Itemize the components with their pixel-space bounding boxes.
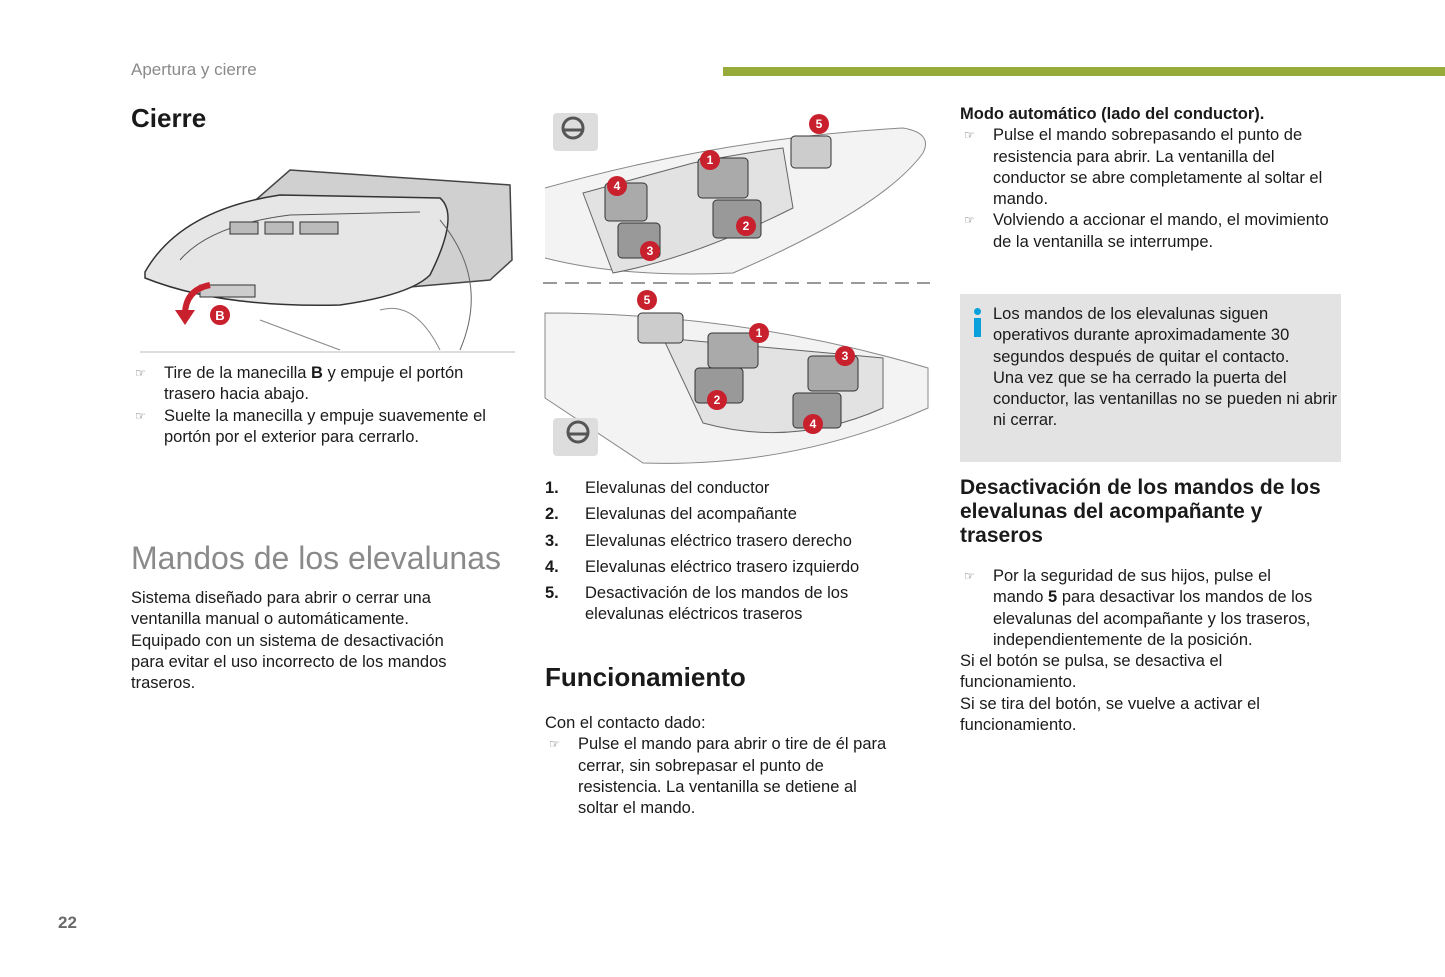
pointing-hand-icon: ☞: [135, 408, 146, 423]
badge-top-4: 4: [613, 179, 621, 193]
funcionamiento-step: ☞ Pulse el mando para abrir o tire de él para cerrar, sin sobrepasar el punto de resistencia. La ventanilla se detiene al soltar el mando.: [549, 735, 887, 818]
badge-top-5: 5: [815, 117, 823, 131]
list-item: 2. Elevalunas del acompañante: [545, 505, 797, 524]
steering-wheel-icon-top: [553, 113, 598, 151]
list-item: 4. Elevalunas eléctrico trasero izquierdo: [545, 557, 860, 576]
mandos-heading: Mandos de los elevalunas: [131, 540, 502, 576]
badge-bottom-2: 2: [713, 393, 721, 407]
desactivacion-step: ☞ Por la seguridad de sus hijos, pulse el mando 5 para desactivar los mandos de los elevalunas del acompañante y los traseros, independientemente de la posición.: [964, 567, 1313, 649]
mandos-intro: Sistema diseñado para abrir o cerrar una ventanilla manual o automáticamente. Equipado con un sistema de desactivación para evitar el uso incorrecto de los mandos traseros.: [131, 589, 447, 693]
cierre-step: ☞ Suelte la manecilla y empuje suavemente el portón por el exterior para cerrarlo.: [135, 406, 486, 446]
modo-auto-section: [960, 104, 1340, 253]
window-switch-diagram: [543, 108, 930, 466]
pointing-hand-icon: ☞: [964, 213, 975, 228]
info-icon: [972, 308, 982, 337]
funcionamiento-heading: Funcionamiento: [545, 662, 746, 692]
list-item: 1. Elevalunas del conductor: [545, 479, 770, 497]
cierre-steps: [131, 363, 506, 448]
steering-wheel-icon-bottom: [553, 418, 598, 456]
badge-bottom-3: 3: [841, 349, 849, 363]
badge-bottom-4: 4: [809, 417, 817, 431]
desactivacion-body: ☞ Por la seguridad de sus hijos, pulse el mando 5 para desactivar los mandos de los elevalunas del acompañante y los traseros, independientemente de la posición. Si el botón se pulsa, se desactiva el funcionamiento. Si se tira del botón, se vuelve a activar el funcionamiento.: [960, 566, 1320, 736]
page-number: 22: [58, 913, 77, 932]
modo-auto-step: ☞ Pulse el mando sobrepasando el punto de resistencia para abrir. La ventanilla del conductor se abre completamente al soltar el mando.: [964, 126, 1323, 209]
legend-list: [545, 478, 905, 631]
info-box: Los mandos de los elevalunas siguen operativos durante aproximadamente 30 segundos después de quitar el contacto. Una vez que se ha cerrado la puerta del conductor, las ventanillas no se pueden ni abrir ni cerrar.: [960, 294, 1341, 462]
pointing-hand-icon: ☞: [549, 737, 560, 752]
pointing-hand-icon: ☞: [135, 366, 146, 380]
cierre-heading: Cierre: [131, 103, 207, 133]
list-item: 3. Elevalunas eléctrico trasero derecho: [545, 531, 852, 550]
funcionamiento-body: Con el contacto dado: ☞ Pulse el mando para abrir o tire de él para cerrar, sin sobrepasar el punto de resistencia. La ventanilla se detiene al soltar el mando.: [545, 713, 900, 819]
section-title: Apertura y cierre: [131, 60, 257, 79]
handle-label-b: B: [215, 308, 225, 323]
modo-auto-title: Modo automático (lado del conductor).: [960, 105, 1265, 123]
badge-top-3: 3: [646, 244, 654, 258]
badge-top-1: 1: [706, 153, 714, 167]
desactivacion-heading: Desactivación de los mandos de los elevalunas del acompañante y traseros: [960, 476, 1321, 547]
pointing-hand-icon: ☞: [964, 128, 975, 143]
badge-bottom-1: 1: [755, 326, 763, 340]
badge-bottom-5: 5: [643, 293, 651, 307]
header-accent-bar: [723, 67, 1445, 76]
list-item: 5. Desactivación de los mandos de los elevalunas eléctricos traseros: [545, 584, 849, 624]
pointing-hand-icon: ☞: [964, 569, 975, 583]
cierre-step: ☞ Tire de la manecilla B y empuje el portón trasero hacia abajo.: [135, 364, 464, 404]
tailgate-illustration: [140, 160, 515, 355]
badge-top-2: 2: [742, 219, 750, 233]
modo-auto-step: ☞ Volviendo a accionar el mando, el movimiento de la ventanilla se interrumpe.: [964, 211, 1329, 251]
